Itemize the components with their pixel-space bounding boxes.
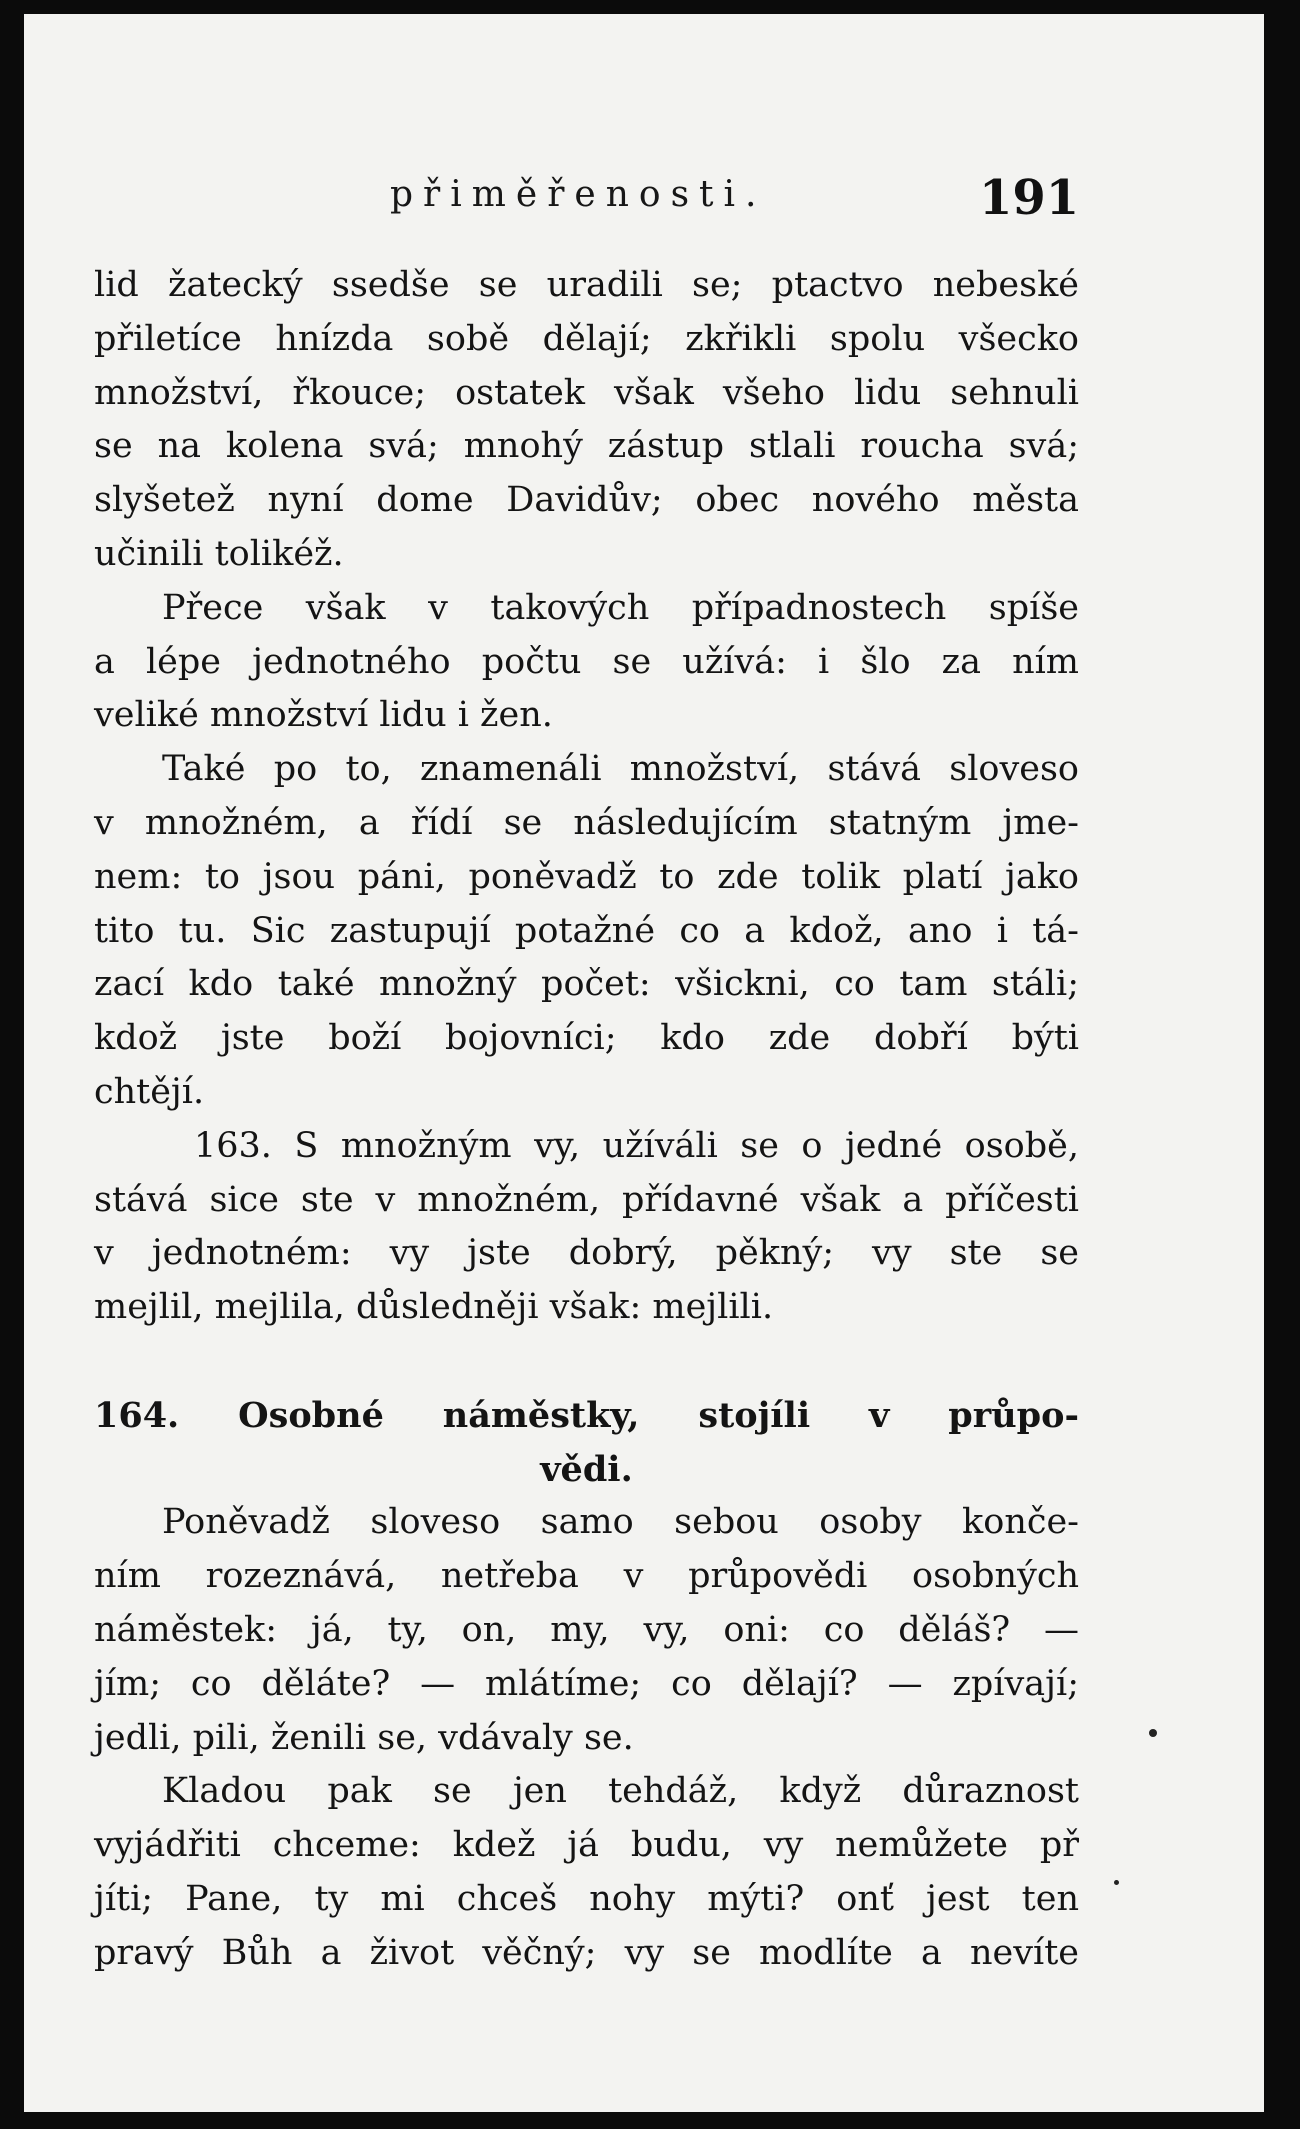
text-line: pravý Bůh a život věčný; vy se modlíte a nevíte xyxy=(94,1932,1079,1973)
scan-speck xyxy=(1114,1880,1119,1885)
text-line: jedli, pili, ženili se, vdávaly se. xyxy=(94,1717,634,1758)
text-line: Také po to, znamenáli množství, stává sloveso xyxy=(162,749,1079,790)
text-line: mejlil, mejlila, důsledněji však: mejlili. xyxy=(94,1287,774,1328)
text-line: lid žatecký ssedše se uradili se; ptactvo nebeské xyxy=(94,265,1079,305)
text-line: stává sice ste v množném, přídavné však a příčesti xyxy=(94,1179,1079,1220)
body-text xyxy=(94,259,1079,1981)
page-header xyxy=(24,170,1264,234)
scan-speck xyxy=(1149,1729,1157,1737)
text-line: v množném, a řídí se následujícím statným jme- xyxy=(94,802,1079,843)
text-line: Přece však v takových případnostech spíše xyxy=(162,587,1079,628)
text-line: slyšetež nyní dome Davidův; obec nového města xyxy=(94,480,1079,521)
book-page xyxy=(24,14,1264,2112)
section-heading: vědi. xyxy=(540,1448,633,1490)
text-line: jím; co děláte? — mlátíme; co dělají? — zpívají; xyxy=(94,1663,1079,1704)
text-line: ním rozeznává, netřeba v průpovědi osobných xyxy=(94,1556,1079,1597)
text-line: kdož jste boží bojovníci; kdo zde dobří býti xyxy=(94,1018,1079,1059)
text-line: se na kolena svá; mnohý zástup stlali roucha svá; xyxy=(94,426,1079,467)
text-line: vyjádřiti chceme: kdež já budu, vy nemůžete př xyxy=(94,1825,1079,1866)
text-line: Kladou pak se jen tehdáž, když důraznost xyxy=(162,1771,1079,1812)
page-number: 191 xyxy=(979,170,1080,226)
text-line: v jednotném: vy jste dobrý, pěkný; vy ste se xyxy=(94,1233,1079,1274)
text-line: učinili tolikéž. xyxy=(94,533,344,574)
text-line: zací kdo také množný počet: všickni, co tam stáli; xyxy=(94,964,1079,1005)
section-heading: 164. Osobné náměstky, stojíli v průpo- xyxy=(94,1394,1079,1436)
section-gap xyxy=(94,1335,1079,1389)
text-line: přiletíce hnízda sobě dělají; zkřikli spolu všecko xyxy=(94,318,1079,359)
text-line: množství, řkouce; ostatek však všeho lidu sehnuli xyxy=(94,372,1079,413)
text-line: jíti; Pane, ty mi chceš nohy mýti? onť jest ten xyxy=(94,1878,1079,1919)
text-line: Poněvadž sloveso samo sebou osoby konče- xyxy=(162,1502,1079,1543)
running-title: přiměřenosti. xyxy=(390,174,767,215)
text-line: veliké množství lidu i žen. xyxy=(94,695,553,736)
text-line: nem: to jsou páni, poněvadž to zde tolik platí jako xyxy=(94,856,1079,897)
text-line: tito tu. Sic zastupují potažné co a kdož, ano i tá- xyxy=(94,910,1079,951)
text-line: 163. S množným vy, užíváli se o jedné osobě, xyxy=(194,1125,1079,1166)
text-line: a lépe jednotného počtu se užívá: i šlo za ním xyxy=(94,641,1079,682)
text-line: chtějí. xyxy=(94,1071,205,1112)
text-line: náměstek: já, ty, on, my, vy, oni: co děláš? — xyxy=(94,1609,1079,1650)
